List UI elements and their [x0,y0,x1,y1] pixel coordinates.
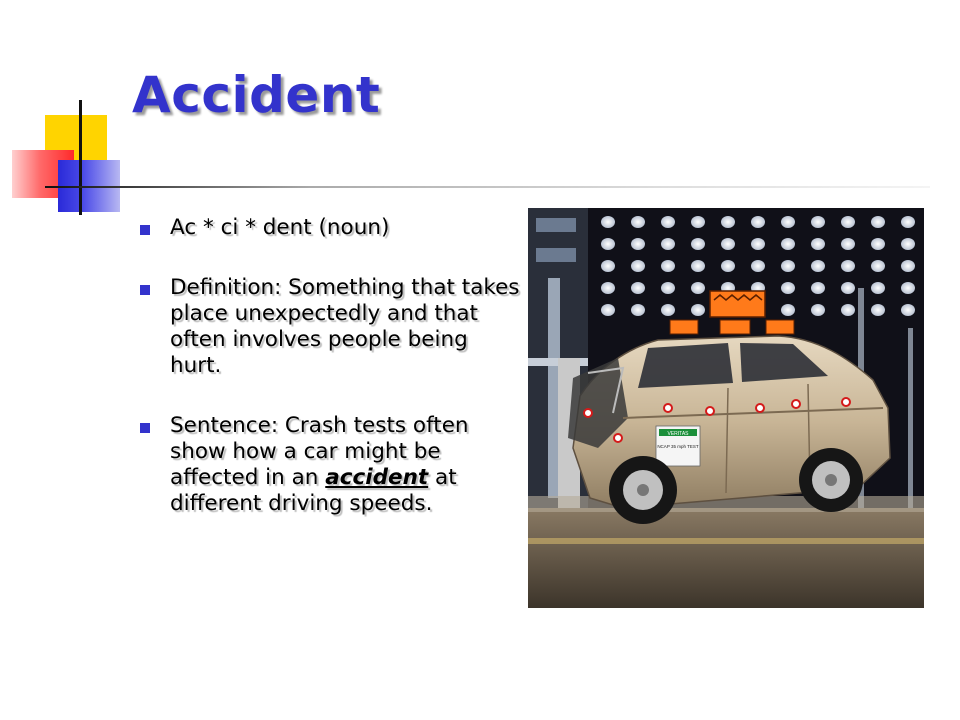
bullet-item [140,413,520,517]
studio-light [781,216,795,228]
studio-light [691,260,705,272]
studio-light [811,304,825,316]
studio-light [661,282,675,294]
studio-light [901,238,915,250]
vertical-rule [79,100,82,215]
crash-test-illustration [528,208,924,608]
studio-light [601,216,615,228]
studio-light [781,260,795,272]
sticker-title: VERITAS [667,431,689,437]
crash-target-marker [664,404,672,412]
studio-light [691,282,705,294]
bullet-text: Ac * ci * dent (noun) [170,215,390,240]
studio-light [841,304,855,316]
crashed-car [568,336,890,524]
studio-light [871,304,885,316]
keyword-accident: accident [325,465,429,490]
studio-light [721,238,735,250]
crash-test-photo [528,208,924,608]
square-bullet-icon [140,225,150,235]
studio-light [871,260,885,272]
bullet-text-prefix: Sentence: Crash tests often show how a car might be affected in an [170,413,469,490]
studio-light [901,260,915,272]
studio-light [781,282,795,294]
studio-light [901,216,915,228]
crash-target-marker [792,400,800,408]
studio-light [661,260,675,272]
studio-light [631,238,645,250]
studio-light [901,282,915,294]
studio-light [781,304,795,316]
bullet-list [140,215,520,551]
studio-light [661,216,675,228]
crash-target-marker [842,398,850,406]
crash-target-marker [706,407,714,415]
studio-light [841,260,855,272]
studio-light [601,304,615,316]
studio-light [601,260,615,272]
studio-light [751,216,765,228]
corner-decoration [0,0,140,230]
studio-light [811,282,825,294]
studio-light [901,304,915,316]
crash-target-marker [614,434,622,442]
studio-light [871,238,885,250]
bullet-item [140,215,520,241]
square-bullet-icon [140,285,150,295]
studio-light [601,238,615,250]
crash-target-marker [756,404,764,412]
studio-light [841,282,855,294]
crash-target-marker [584,409,592,417]
studio-light [871,216,885,228]
square-bullet-icon [140,423,150,433]
studio-light [751,238,765,250]
bullet-item [140,275,520,379]
studio-light [691,304,705,316]
studio-light [811,260,825,272]
bullet-text-suffix: at different driving speeds. [170,465,457,516]
studio-light [841,216,855,228]
sticker-line: NCAP 35 mph TEST [657,444,699,449]
studio-light [781,238,795,250]
studio-light [811,238,825,250]
studio-light [721,260,735,272]
studio-light [871,282,885,294]
studio-light [691,216,705,228]
studio-light [721,216,735,228]
studio-light [661,304,675,316]
studio-light [631,216,645,228]
studio-light [811,216,825,228]
studio-light [841,238,855,250]
studio-light [601,282,615,294]
title-divider [45,186,930,188]
studio-light [631,260,645,272]
bullet-text: Definition: Something that takes place unexpectedly and that often involves people being hurt. [170,275,520,378]
studio-light [661,238,675,250]
studio-light [631,282,645,294]
studio-light [691,238,705,250]
studio-light [751,260,765,272]
studio-light [631,304,645,316]
slide-title: Accident [132,66,381,124]
